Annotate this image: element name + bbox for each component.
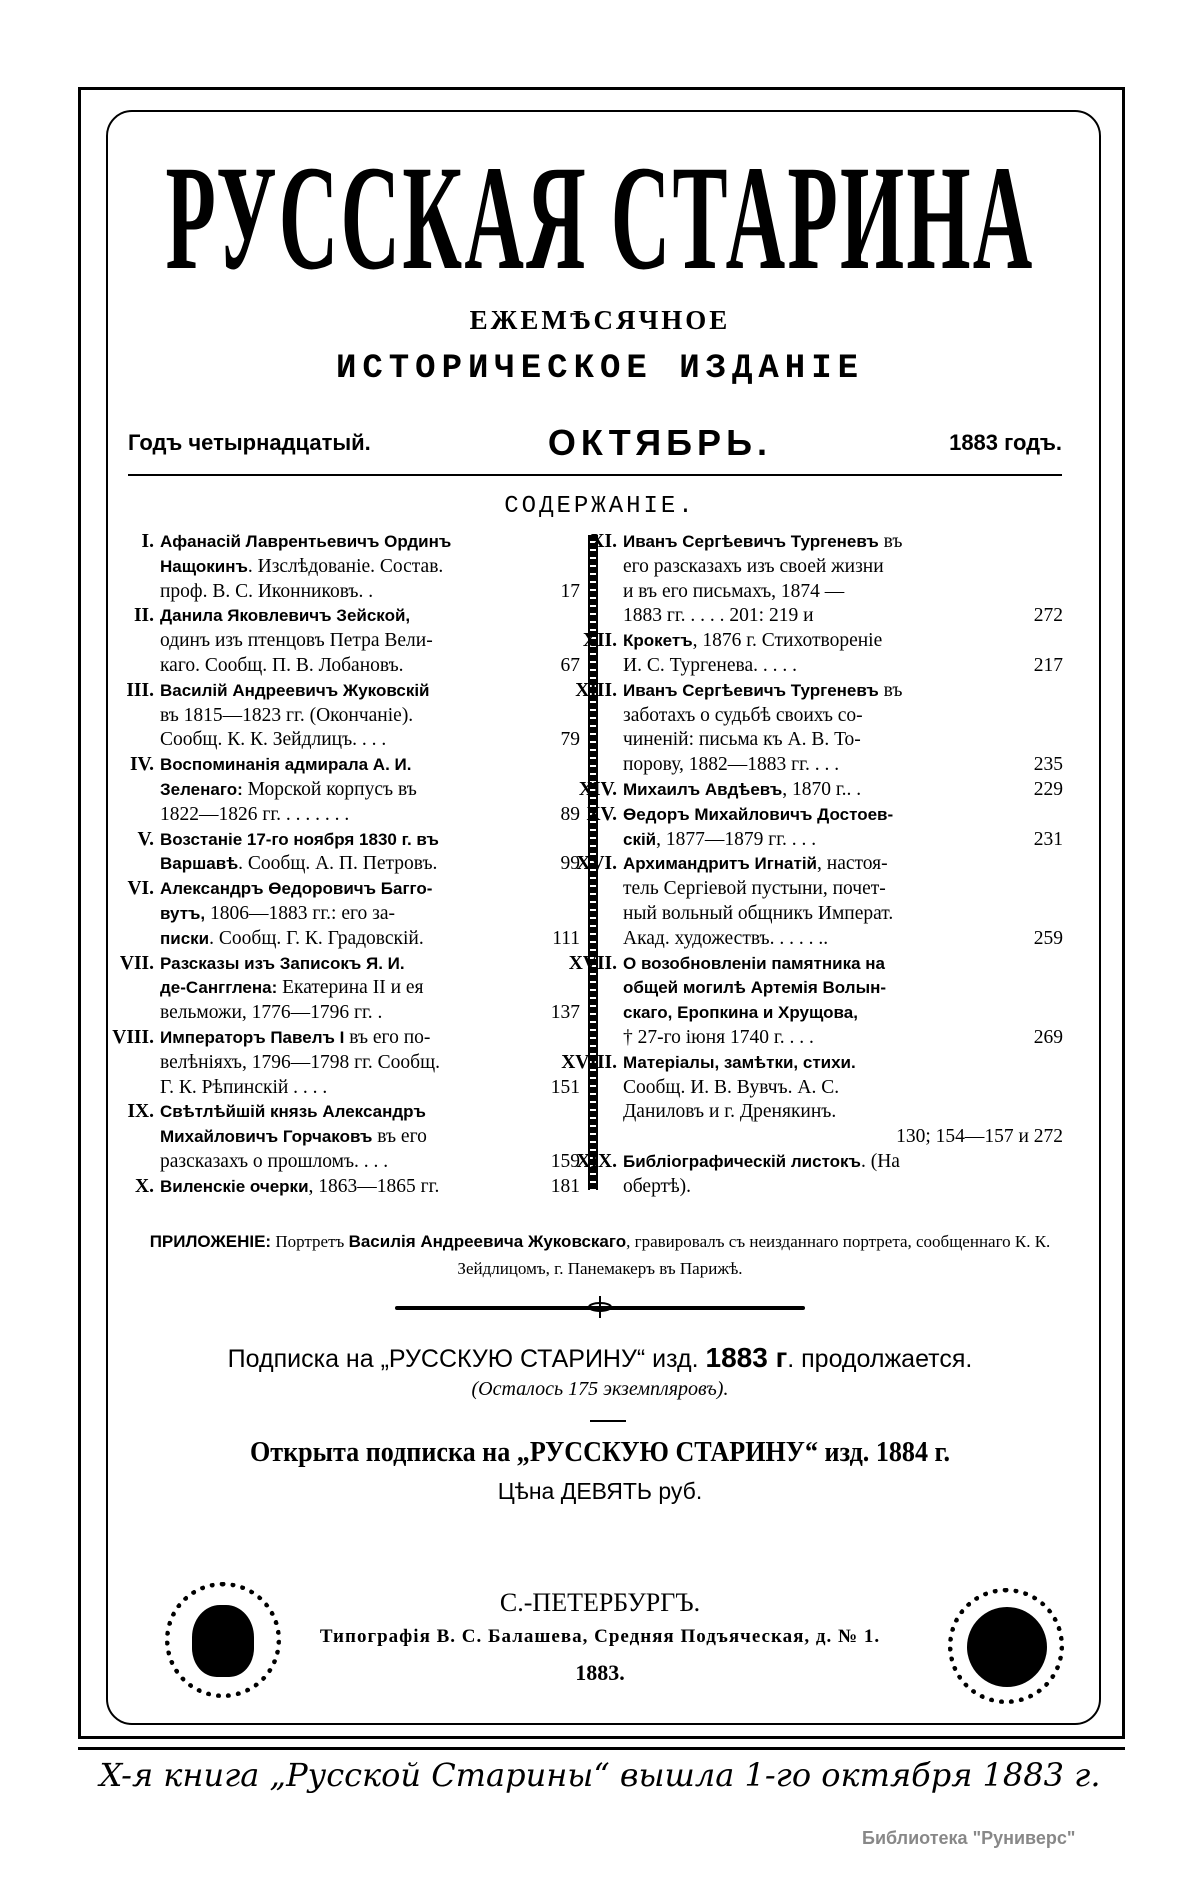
entry-page-empty <box>1029 704 1063 729</box>
contents-entry-line <box>126 679 580 704</box>
entry-text: Иванъ Сергѣевичъ Тургеневъ <box>623 532 879 551</box>
entry-page: 229 <box>1033 778 1063 800</box>
entry-page: 89 <box>560 803 580 825</box>
entry-page: 99 <box>560 853 580 875</box>
contents-entry-line <box>623 1026 1063 1051</box>
entry-text: † 27-го іюня 1740 г. . . . <box>623 1026 814 1048</box>
entry-numeral: VIII. <box>112 1026 154 1048</box>
entry-text: Даниловъ и г. Дренякинъ. <box>623 1101 837 1123</box>
entry-page-empty <box>1029 1051 1063 1076</box>
contents-entry-line <box>623 555 1063 580</box>
contents-heading: СОДЕРЖАНІЕ. <box>504 493 696 520</box>
entry-numeral: XIX. <box>576 1150 617 1172</box>
contents-entry-line <box>623 927 1063 952</box>
contents-entry-line <box>623 902 1063 927</box>
entry-text: Крокетъ <box>623 631 693 651</box>
entry-page-empty <box>1029 1001 1063 1026</box>
contents-entry-line <box>623 1100 1063 1125</box>
entry-page: 111 <box>552 927 580 949</box>
entry-text: , 1863—1865 гг. <box>308 1175 440 1197</box>
entry-numeral: X. <box>135 1175 154 1197</box>
contents-entry-line <box>160 1001 580 1026</box>
entry-page-empty <box>1029 1100 1063 1125</box>
entry-page: 181 <box>550 1175 580 1197</box>
release-note: X-я книга „Русской Старины“ вышла 1-го октября 1883 г. <box>99 1756 1101 1794</box>
contents-entry-line <box>160 1051 580 1076</box>
entry-page: 235 <box>1033 754 1063 776</box>
entry-numeral: XV. <box>586 803 617 825</box>
copies-remaining: (Осталось 175 экземпляровъ). <box>471 1378 729 1400</box>
entry-text: Разсказы изъ Записокъ Я. И. <box>160 953 405 973</box>
entry-page: 79 <box>560 729 580 751</box>
entry-page-empty <box>546 753 580 778</box>
appendix-name: Василія Андреевича Жуковскаго <box>348 1232 627 1251</box>
entry-text: Архимандритъ Игнатій <box>623 854 818 874</box>
contents-entry-line <box>623 976 1063 1001</box>
entry-text: Зеленаго: <box>160 779 243 799</box>
entry-text: Императоръ Павелъ I <box>160 1027 345 1047</box>
contents-entry-line <box>623 604 1063 629</box>
imprint-year: 1883. <box>575 1660 625 1685</box>
appendix-text1: Портретъ <box>271 1232 349 1251</box>
entry-text: Матеріалы, замѣтки, стихи. <box>623 1052 856 1072</box>
entry-numeral: II. <box>133 605 154 627</box>
contents-entry-line <box>590 530 1063 555</box>
entry-numeral: III. <box>126 679 154 701</box>
subscription-1883-year: 1883 г <box>705 1342 788 1373</box>
contents-entry-line <box>623 1175 1063 1200</box>
contents-entry-line <box>623 877 1063 902</box>
entry-numeral: VI. <box>127 878 154 900</box>
contents-entry-line <box>623 1125 1063 1150</box>
contents-entry-line <box>576 852 1063 877</box>
entry-numeral: V. <box>137 828 154 850</box>
entry-text: Сообщ. И. В. Вувчъ. А. С. <box>623 1076 840 1098</box>
entry-page: 137 <box>550 1002 580 1024</box>
entry-page-empty <box>1029 555 1063 580</box>
contents-left-column <box>112 530 580 1200</box>
contents-entry-line <box>623 753 1063 778</box>
entry-page-empty <box>1029 803 1063 828</box>
contents-entry-line <box>582 629 1063 654</box>
contents-entry-line <box>137 828 580 853</box>
entry-text: Михаилъ Авдѣевъ <box>623 779 783 799</box>
entry-text: О возобновленіи памятника на <box>623 953 885 973</box>
entry-page: 67 <box>560 654 580 676</box>
subscription-1884: Открыта подписка на „РУССКУЮ СТАРИНУ“ изд. 1884 г. <box>249 1436 951 1468</box>
entry-text: чиненій: письма къ А. В. То- <box>623 729 861 751</box>
header-rule <box>128 474 1062 476</box>
contents-entry-line <box>623 1001 1063 1026</box>
entry-text: обертѣ). <box>623 1175 692 1197</box>
entry-page-empty <box>1029 530 1063 555</box>
entry-page-empty <box>546 1100 580 1125</box>
issue-year: 1883 годъ. <box>949 430 1062 455</box>
entry-text: и въ его письмахъ, 1874 — <box>623 580 845 602</box>
contents-entry-line <box>160 1076 580 1101</box>
entry-text: разсказахъ о прошломъ. . . . <box>160 1150 389 1172</box>
contents-entry-line <box>112 1026 580 1051</box>
entry-text: Варшавѣ <box>160 854 239 874</box>
entry-text: 1822—1826 гг. . . . . . . . <box>160 803 350 825</box>
entry-text: скій <box>623 829 657 849</box>
contents-entry-line <box>578 778 1063 803</box>
entry-page: 259 <box>1033 927 1063 949</box>
entry-numeral: VII. <box>119 952 154 974</box>
entry-text: Михайловичъ Горчаковъ <box>160 1127 373 1147</box>
contents-entry-line <box>623 828 1063 853</box>
contents-entry-line <box>160 1150 580 1175</box>
entry-page-empty <box>546 604 580 629</box>
entry-page <box>1029 1175 1063 1200</box>
contents-entry-line <box>160 654 580 679</box>
contents-entry-line <box>160 927 580 952</box>
entry-numeral: IV. <box>129 754 154 776</box>
entry-text: 1806—1883 гг.: его за- <box>205 902 395 924</box>
entry-text: . (На <box>860 1150 900 1172</box>
entry-text: Афанасій Лаврентьевичъ Ординъ <box>160 532 452 551</box>
entry-numeral: XII. <box>582 630 617 652</box>
entry-text: 1883 гг. . . . . 201: 219 и <box>623 605 814 627</box>
entry-page-empty <box>1029 952 1063 977</box>
entry-text: де-Сангглена: <box>160 978 278 998</box>
entry-text: , 1877—1879 гг. . . . <box>656 828 817 850</box>
entry-text: скаго, Еропкина и Хрущова, <box>623 1003 858 1023</box>
contents-entry-line <box>133 604 580 629</box>
entry-page: 272 <box>1033 605 1063 627</box>
entry-numeral: XVI. <box>576 853 617 875</box>
entry-page-empty <box>1029 877 1063 902</box>
entry-page-empty <box>1029 1076 1063 1101</box>
entry-page-empty <box>546 1026 580 1051</box>
subscription-1883-end: . продолжается. <box>787 1345 973 1373</box>
contents-entry-line <box>160 580 580 605</box>
entry-page: 159 <box>550 1150 580 1172</box>
entry-text: . Сообщ. А. П. Петровъ. <box>238 853 438 875</box>
entry-page-empty <box>1029 1150 1063 1175</box>
entry-text: вутъ, <box>160 903 206 923</box>
library-watermark: Библиотека "Руниверс" <box>862 1828 1076 1848</box>
subtitle-monthly: ЕЖЕМѢСЯЧНОЕ <box>469 305 731 335</box>
entry-text: , настоя- <box>817 853 888 875</box>
entry-page-empty <box>1029 728 1063 753</box>
appendix-note <box>135 1228 1065 1282</box>
entry-page: 231 <box>1033 828 1063 850</box>
contents-entry-line <box>623 1076 1063 1101</box>
entry-text: Өедоръ Михайловичъ Достоев- <box>623 804 894 824</box>
contents-entry-line <box>135 1175 580 1200</box>
short-rule <box>590 1420 626 1422</box>
entry-text: Сообщ. К. К. Зейдлицъ. . . . <box>160 729 387 751</box>
entry-numeral: XVIII. <box>561 1051 617 1073</box>
entry-page-empty <box>546 555 580 580</box>
entry-text: въ <box>878 531 903 552</box>
imprint-press: Типографія В. С. Балашева, Средняя Подъяческая, д. № 1. <box>319 1626 881 1647</box>
imprint-city: С.-ПЕТЕРБУРГЪ. <box>499 1588 701 1617</box>
ornament-center <box>588 1296 612 1318</box>
entry-page-empty <box>1029 902 1063 927</box>
entry-text: Воспоминанія адмирала А. И. <box>160 755 412 775</box>
entry-text: велѣніяхъ, 1796—1798 гг. Сообщ. <box>160 1051 440 1073</box>
entry-text: Александръ Өедоровичъ Багго- <box>160 879 433 899</box>
entry-numeral: IX. <box>127 1101 154 1123</box>
entry-page-empty <box>546 629 580 654</box>
footer-rule <box>78 1747 1125 1750</box>
entry-page-empty <box>546 778 580 803</box>
contents-entry-line <box>119 952 580 977</box>
entry-text: . Изслѣдованіе. Состав. <box>247 555 444 577</box>
entry-text: его разсказахъ изъ своей жизни <box>623 555 884 577</box>
price: Цѣна ДЕВЯТЬ руб. <box>497 1478 703 1504</box>
entry-text: Виленскіе очерки <box>160 1176 309 1196</box>
year-label: Годъ четырнадцатый. <box>128 430 371 455</box>
subscription-1883-text: Подписка на „РУССКУЮ СТАРИНУ“ изд. <box>227 1345 706 1373</box>
entry-text: заботахъ о судьбѣ своихъ со- <box>623 704 863 726</box>
entry-text: , 1870 г.. . <box>782 778 862 800</box>
entry-text: въ его <box>372 1126 427 1148</box>
entry-page-empty <box>546 828 580 853</box>
entry-text: въ <box>878 679 903 701</box>
contents-entry-line <box>160 902 580 927</box>
entry-text: Библіографическій листокъ <box>623 1151 861 1171</box>
contents-entry-line <box>623 728 1063 753</box>
contents-entry-line <box>160 1125 580 1150</box>
entry-text: тель Сергіевой пустыни, почет- <box>623 878 886 900</box>
entry-text: одинъ изъ птенцовъ Петра Вели- <box>160 630 433 652</box>
entry-text: И. С. Тургенева. . . . . <box>623 654 797 676</box>
contents-entry-line <box>623 580 1063 605</box>
appendix-label: ПРИЛОЖЕНІЕ: <box>149 1232 272 1251</box>
contents-entry-line <box>160 976 580 1001</box>
entry-text: въ 1815—1823 гг. (Окончаніе). <box>160 704 414 726</box>
entry-text: Г. К. Рѣпинскій . . . . <box>160 1076 328 1098</box>
entry-text: Екатерина II и ея <box>277 977 424 999</box>
entry-text: каго. Сообщ. П. В. Лобановъ. <box>160 654 404 676</box>
entry-text: Морской корпусъ въ <box>242 778 417 800</box>
contents-entry-line <box>586 803 1063 828</box>
subtitle-historical: ИСТОРИЧЕСКОЕ ИЗДАНІЕ <box>335 350 865 388</box>
entry-page-empty <box>1029 679 1063 704</box>
entry-numeral: XIII. <box>575 679 617 701</box>
entry-text: писки <box>160 928 210 948</box>
entry-page: 217 <box>1033 654 1063 676</box>
entry-text: , 1876 г. Стихотвореніе <box>692 630 883 652</box>
appendix-text2: , гравировалъ съ неизданнаго портрета, сообщеннаго К. К. Зейдлицомъ, г. Панемакеръ въ Парижѣ. <box>457 1232 1051 1278</box>
entry-numeral: XI. <box>590 531 617 552</box>
entry-text: Данила Яковлевичъ Зейской, <box>160 606 411 626</box>
contents-entry-line <box>568 952 1063 977</box>
journal-title: РУССКАЯ СТАРИНА <box>165 135 1035 301</box>
contents-entry-line <box>129 753 580 778</box>
contents-entry-line <box>160 778 580 803</box>
entry-page-empty <box>546 530 580 555</box>
entry-page-empty <box>546 902 580 927</box>
entry-text: Возстаніе 17-го ноября 1830 г. въ <box>160 829 439 849</box>
entry-page-empty <box>546 976 580 1001</box>
entry-text: общей могилѣ Артемія Волын- <box>623 978 887 998</box>
contents-entry-line <box>127 1100 580 1125</box>
entry-page: 269 <box>1033 1026 1063 1048</box>
contents-entry-line <box>160 803 580 828</box>
entry-page: 17 <box>560 580 580 602</box>
entry-text: вельможи, 1776—1796 гг. . <box>160 1002 383 1024</box>
entry-page-empty <box>546 877 580 902</box>
entry-text: Акад. художествъ. . . . . .. <box>623 927 829 949</box>
contents-entry-line <box>576 1150 1063 1175</box>
contents-entry-line <box>561 1051 1063 1076</box>
subscription-1883 <box>0 1342 1200 1374</box>
entry-text: 130; 154—157 и <box>896 1126 1029 1148</box>
entry-page: 151 <box>550 1076 580 1098</box>
contents-entry-line <box>160 704 580 729</box>
entry-text: Нащокинъ <box>160 556 248 576</box>
entry-text: въ его по- <box>344 1026 431 1048</box>
contents-entry-line <box>160 555 580 580</box>
entry-numeral: XVII. <box>568 952 617 974</box>
entry-text: порову, 1882—1883 гг. . . . <box>623 754 840 776</box>
contents-entry-line <box>141 530 580 555</box>
entry-numeral: XIV. <box>578 778 617 800</box>
entry-page-empty <box>1029 852 1063 877</box>
entry-text: Иванъ Сергѣевичъ Тургеневъ <box>623 680 879 700</box>
entry-text: ный вольный общникъ Императ. <box>623 902 894 924</box>
issue-info-row <box>128 420 1062 466</box>
entry-page-empty <box>1029 580 1063 605</box>
entry-page-empty <box>1029 629 1063 654</box>
entry-numeral: I. <box>141 531 154 552</box>
contents-entry-line <box>127 877 580 902</box>
contents-entry-line <box>160 629 580 654</box>
contents-entry-line <box>160 728 580 753</box>
issue-month: ОКТЯБРЬ. <box>547 422 772 463</box>
entry-text: Василій Андреевичъ Жуковскій <box>160 680 430 700</box>
contents-entry-line <box>623 654 1063 679</box>
entry-text: проф. В. С. Иконниковъ. . <box>160 580 374 602</box>
entry-page: 272 <box>1033 1126 1063 1148</box>
entry-text: Свѣтлѣйшій князь Александръ <box>160 1102 426 1122</box>
entry-text: . Сообщ. Г. К. Градовскій. <box>209 927 424 949</box>
entry-page-empty <box>546 704 580 729</box>
contents-entry-line <box>623 704 1063 729</box>
contents-entry-line <box>575 679 1063 704</box>
entry-page-empty <box>546 1125 580 1150</box>
contents-entry-line <box>160 852 580 877</box>
entry-page-empty <box>1029 976 1063 1001</box>
